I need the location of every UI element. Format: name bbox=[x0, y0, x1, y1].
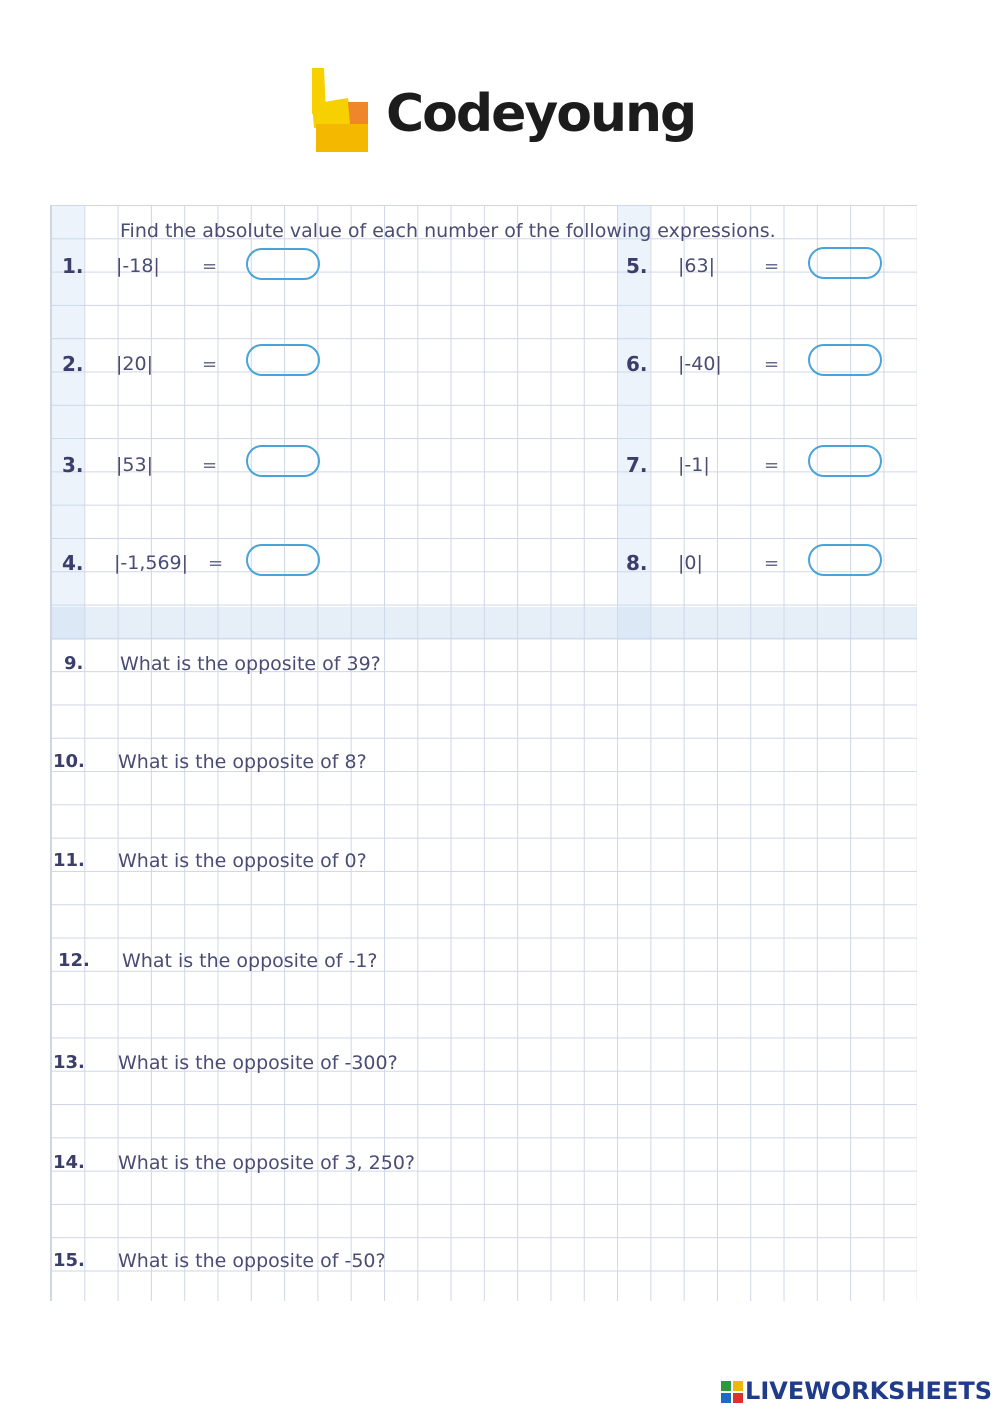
item-number: 1. bbox=[62, 254, 84, 278]
question-text: What is the opposite of 3, 250? bbox=[118, 1152, 415, 1174]
question-number: 9. bbox=[64, 653, 84, 674]
item-number: 6. bbox=[626, 352, 648, 376]
item-expression: |20| bbox=[116, 353, 153, 375]
answer-input[interactable] bbox=[246, 344, 320, 376]
question-text: What is the opposite of 0? bbox=[118, 850, 367, 872]
answer-input[interactable] bbox=[808, 445, 882, 477]
item-number: 5. bbox=[626, 254, 648, 278]
item-number: 4. bbox=[62, 551, 84, 575]
equals-sign: = bbox=[202, 455, 218, 476]
question-number: 10. bbox=[53, 751, 85, 772]
item-expression: |53| bbox=[116, 454, 153, 476]
item-expression: |0| bbox=[678, 552, 703, 574]
equals-sign: = bbox=[202, 256, 218, 277]
equals-sign: = bbox=[764, 553, 780, 574]
question-text: What is the opposite of -50? bbox=[118, 1250, 386, 1272]
footer-text: LIVEWORKSHEETS bbox=[745, 1377, 992, 1405]
codeyoung-logo-icon bbox=[308, 68, 372, 154]
equals-sign: = bbox=[208, 553, 224, 574]
item-number: 7. bbox=[626, 453, 648, 477]
question-number: 11. bbox=[53, 850, 85, 871]
section-divider-band bbox=[51, 607, 917, 640]
equals-sign: = bbox=[202, 354, 218, 375]
equals-sign: = bbox=[764, 455, 780, 476]
answer-input[interactable] bbox=[808, 344, 882, 376]
item-expression: |-18| bbox=[116, 255, 160, 277]
question-number: 13. bbox=[53, 1052, 85, 1073]
answer-input[interactable] bbox=[808, 247, 882, 279]
item-expression: |-1| bbox=[678, 454, 710, 476]
item-number: 3. bbox=[62, 453, 84, 477]
item-expression: |63| bbox=[678, 255, 715, 277]
question-text: What is the opposite of -300? bbox=[118, 1052, 398, 1074]
liveworksheets-watermark bbox=[721, 1377, 992, 1405]
item-expression: |-40| bbox=[678, 353, 722, 375]
question-number: 14. bbox=[53, 1152, 85, 1173]
item-number: 8. bbox=[626, 551, 648, 575]
question-text: What is the opposite of 39? bbox=[120, 653, 381, 675]
answer-input[interactable] bbox=[246, 544, 320, 576]
question-number: 12. bbox=[58, 950, 90, 971]
instruction-text: Find the absolute value of each number of the following expressions. bbox=[120, 220, 776, 242]
equals-sign: = bbox=[764, 256, 780, 277]
question-number: 15. bbox=[53, 1250, 85, 1271]
question-text: What is the opposite of 8? bbox=[118, 751, 367, 773]
answer-input[interactable] bbox=[808, 544, 882, 576]
codeyoung-logo bbox=[308, 68, 708, 168]
answer-input[interactable] bbox=[246, 445, 320, 477]
answer-input[interactable] bbox=[246, 248, 320, 280]
liveworksheets-logo-icon bbox=[721, 1381, 743, 1403]
item-expression: |-1,569| bbox=[114, 552, 189, 574]
question-text: What is the opposite of -1? bbox=[122, 950, 378, 972]
equals-sign: = bbox=[764, 354, 780, 375]
brand-name: Codeyoung bbox=[386, 84, 696, 144]
item-number: 2. bbox=[62, 352, 84, 376]
